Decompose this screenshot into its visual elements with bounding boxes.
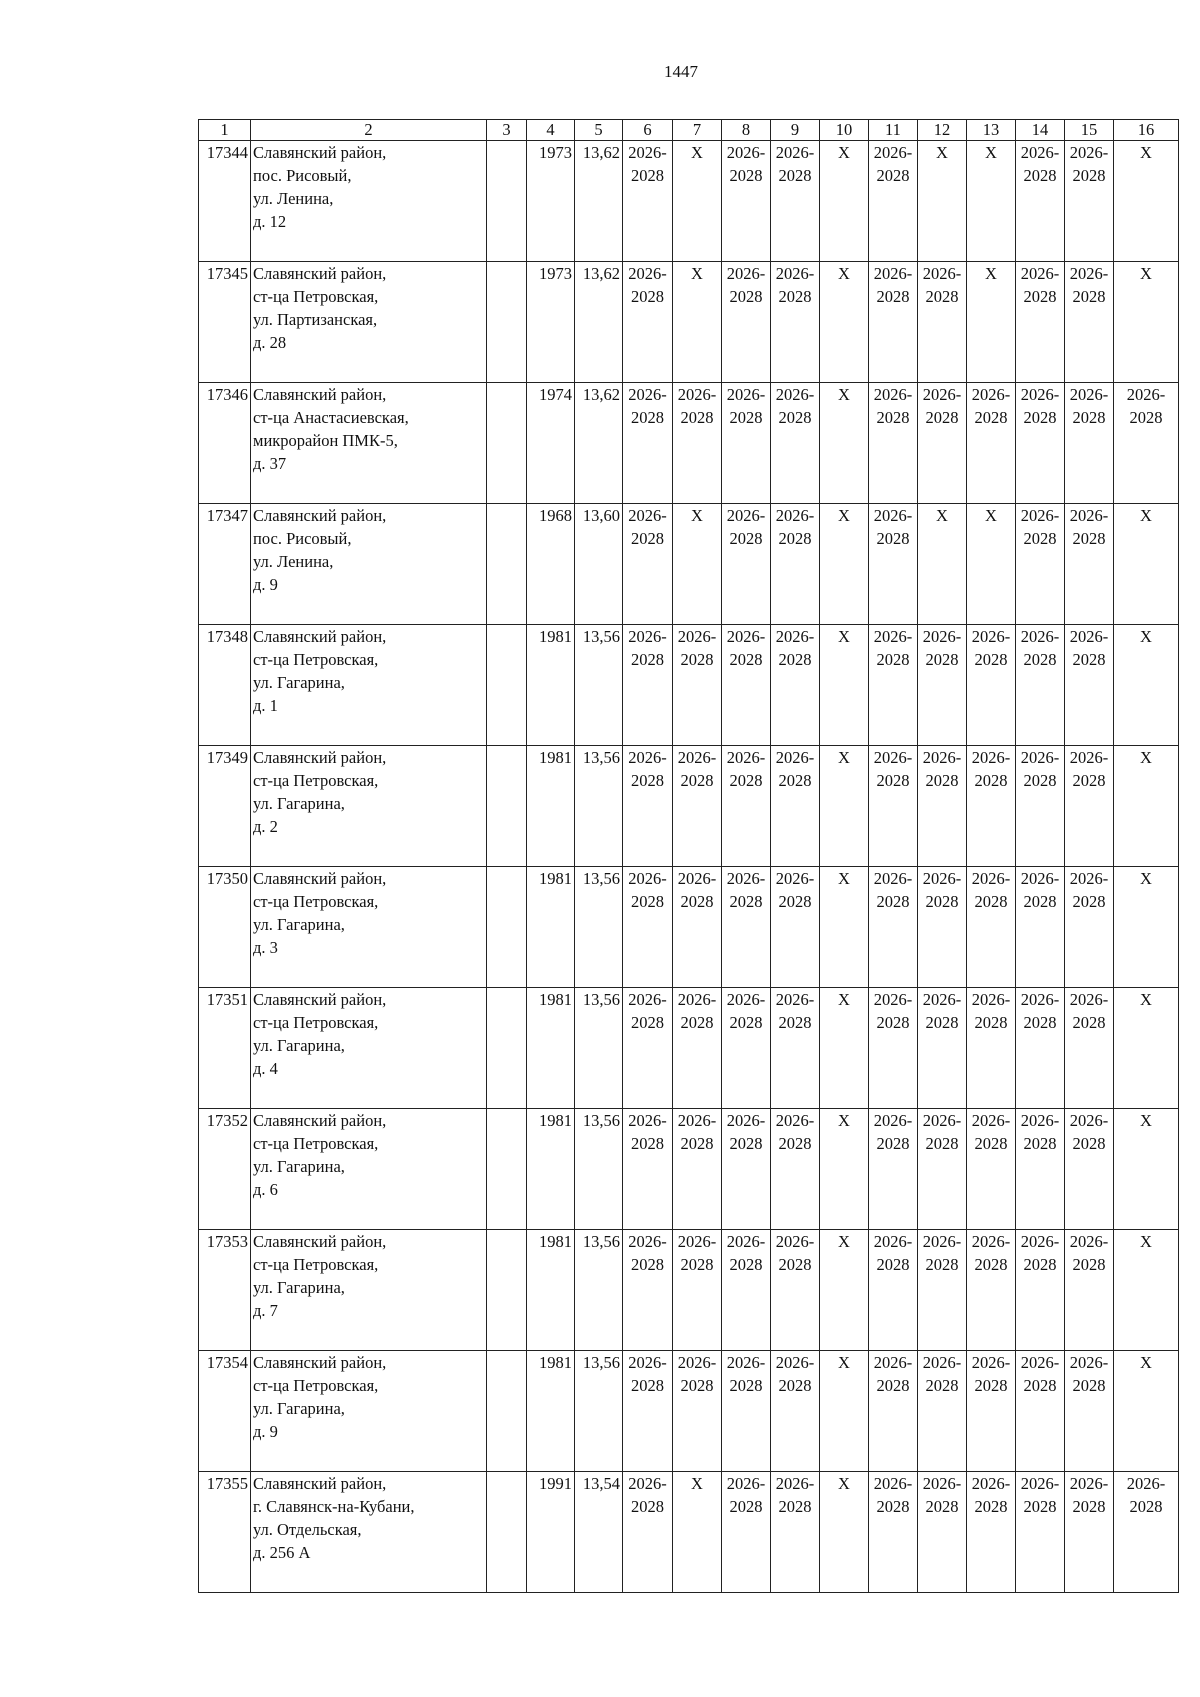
year-built-cell: 1981 bbox=[527, 625, 575, 746]
column-9-cell: 2026- 2028 bbox=[771, 262, 820, 383]
column-3-cell bbox=[487, 746, 527, 867]
column-13-cell: X bbox=[967, 504, 1016, 625]
record-number: 17344 bbox=[199, 141, 251, 262]
address-cell: Славянский район, ст-ца Петровская, ул. Гагарина, д. 6 bbox=[251, 1109, 487, 1230]
column-14-cell: 2026- 2028 bbox=[1016, 867, 1065, 988]
area-cell: 13,62 bbox=[575, 383, 623, 504]
column-11-cell: 2026- 2028 bbox=[869, 746, 918, 867]
column-11-cell: 2026- 2028 bbox=[869, 383, 918, 504]
column-7-cell: 2026- 2028 bbox=[673, 867, 722, 988]
column-16-cell: X bbox=[1114, 988, 1179, 1109]
column-12-cell: 2026- 2028 bbox=[918, 867, 967, 988]
table-row bbox=[199, 383, 1179, 504]
area-cell: 13,56 bbox=[575, 1230, 623, 1351]
column-6-cell: 2026- 2028 bbox=[623, 988, 673, 1109]
column-11-cell: 2026- 2028 bbox=[869, 504, 918, 625]
area-cell: 13,56 bbox=[575, 867, 623, 988]
year-built-cell: 1981 bbox=[527, 1230, 575, 1351]
column-14-cell: 2026- 2028 bbox=[1016, 625, 1065, 746]
column-8-cell: 2026- 2028 bbox=[722, 262, 771, 383]
table-row bbox=[199, 1109, 1179, 1230]
column-15-cell: 2026- 2028 bbox=[1065, 867, 1114, 988]
column-13-cell: 2026- 2028 bbox=[967, 625, 1016, 746]
column-14-cell: 2026- 2028 bbox=[1016, 141, 1065, 262]
column-10-cell: X bbox=[820, 504, 869, 625]
column-14-cell: 2026- 2028 bbox=[1016, 746, 1065, 867]
column-16-cell: X bbox=[1114, 1109, 1179, 1230]
column-13-cell: 2026- 2028 bbox=[967, 746, 1016, 867]
column-15-cell: 2026- 2028 bbox=[1065, 1109, 1114, 1230]
column-15-cell: 2026- 2028 bbox=[1065, 504, 1114, 625]
column-6-cell: 2026- 2028 bbox=[623, 1109, 673, 1230]
column-16-cell: 2026- 2028 bbox=[1114, 383, 1179, 504]
record-number: 17348 bbox=[199, 625, 251, 746]
column-3-cell bbox=[487, 141, 527, 262]
column-11-cell: 2026- 2028 bbox=[869, 1230, 918, 1351]
column-header: 15 bbox=[1065, 120, 1114, 141]
table-row bbox=[199, 746, 1179, 867]
column-3-cell bbox=[487, 1109, 527, 1230]
column-12-cell: X bbox=[918, 141, 967, 262]
column-16-cell: X bbox=[1114, 625, 1179, 746]
address-cell: Славянский район, пос. Рисовый, ул. Ленина, д. 12 bbox=[251, 141, 487, 262]
column-header: 2 bbox=[251, 120, 487, 141]
year-built-cell: 1974 bbox=[527, 383, 575, 504]
column-6-cell: 2026- 2028 bbox=[623, 625, 673, 746]
column-8-cell: 2026- 2028 bbox=[722, 1472, 771, 1593]
column-6-cell: 2026- 2028 bbox=[623, 262, 673, 383]
column-6-cell: 2026- 2028 bbox=[623, 383, 673, 504]
table-row bbox=[199, 625, 1179, 746]
column-11-cell: 2026- 2028 bbox=[869, 1351, 918, 1472]
column-16-cell: X bbox=[1114, 746, 1179, 867]
address-cell: Славянский район, ст-ца Петровская, ул. Гагарина, д. 1 bbox=[251, 625, 487, 746]
column-12-cell: 2026- 2028 bbox=[918, 625, 967, 746]
column-13-cell: 2026- 2028 bbox=[967, 988, 1016, 1109]
area-cell: 13,54 bbox=[575, 1472, 623, 1593]
column-8-cell: 2026- 2028 bbox=[722, 625, 771, 746]
table-row bbox=[199, 262, 1179, 383]
column-header: 13 bbox=[967, 120, 1016, 141]
column-header: 5 bbox=[575, 120, 623, 141]
column-10-cell: X bbox=[820, 1109, 869, 1230]
column-16-cell: 2026- 2028 bbox=[1114, 1472, 1179, 1593]
year-built-cell: 1973 bbox=[527, 262, 575, 383]
column-9-cell: 2026- 2028 bbox=[771, 1109, 820, 1230]
column-13-cell: X bbox=[967, 141, 1016, 262]
column-7-cell: 2026- 2028 bbox=[673, 746, 722, 867]
address-cell: Славянский район, пос. Рисовый, ул. Ленина, д. 9 bbox=[251, 504, 487, 625]
column-9-cell: 2026- 2028 bbox=[771, 141, 820, 262]
column-14-cell: 2026- 2028 bbox=[1016, 383, 1065, 504]
column-15-cell: 2026- 2028 bbox=[1065, 141, 1114, 262]
column-9-cell: 2026- 2028 bbox=[771, 1351, 820, 1472]
column-6-cell: 2026- 2028 bbox=[623, 504, 673, 625]
column-8-cell: 2026- 2028 bbox=[722, 504, 771, 625]
column-15-cell: 2026- 2028 bbox=[1065, 746, 1114, 867]
record-number: 17346 bbox=[199, 383, 251, 504]
column-header: 8 bbox=[722, 120, 771, 141]
column-3-cell bbox=[487, 625, 527, 746]
column-7-cell: X bbox=[673, 1472, 722, 1593]
table-row bbox=[199, 1230, 1179, 1351]
column-10-cell: X bbox=[820, 625, 869, 746]
column-13-cell: 2026- 2028 bbox=[967, 383, 1016, 504]
column-16-cell: X bbox=[1114, 262, 1179, 383]
column-13-cell: X bbox=[967, 262, 1016, 383]
column-3-cell bbox=[487, 262, 527, 383]
column-11-cell: 2026- 2028 bbox=[869, 262, 918, 383]
column-10-cell: X bbox=[820, 141, 869, 262]
column-10-cell: X bbox=[820, 988, 869, 1109]
column-8-cell: 2026- 2028 bbox=[722, 988, 771, 1109]
column-12-cell: X bbox=[918, 504, 967, 625]
column-13-cell: 2026- 2028 bbox=[967, 1351, 1016, 1472]
column-14-cell: 2026- 2028 bbox=[1016, 262, 1065, 383]
column-3-cell bbox=[487, 504, 527, 625]
area-cell: 13,62 bbox=[575, 262, 623, 383]
column-9-cell: 2026- 2028 bbox=[771, 504, 820, 625]
column-15-cell: 2026- 2028 bbox=[1065, 1351, 1114, 1472]
column-8-cell: 2026- 2028 bbox=[722, 1230, 771, 1351]
column-header: 14 bbox=[1016, 120, 1065, 141]
column-7-cell: 2026- 2028 bbox=[673, 1109, 722, 1230]
column-15-cell: 2026- 2028 bbox=[1065, 262, 1114, 383]
column-12-cell: 2026- 2028 bbox=[918, 1472, 967, 1593]
column-15-cell: 2026- 2028 bbox=[1065, 625, 1114, 746]
column-10-cell: X bbox=[820, 383, 869, 504]
column-7-cell: 2026- 2028 bbox=[673, 1351, 722, 1472]
column-11-cell: 2026- 2028 bbox=[869, 867, 918, 988]
column-header: 9 bbox=[771, 120, 820, 141]
record-number: 17347 bbox=[199, 504, 251, 625]
column-6-cell: 2026- 2028 bbox=[623, 1472, 673, 1593]
record-number: 17354 bbox=[199, 1351, 251, 1472]
column-10-cell: X bbox=[820, 1230, 869, 1351]
column-6-cell: 2026- 2028 bbox=[623, 1230, 673, 1351]
column-3-cell bbox=[487, 383, 527, 504]
column-12-cell: 2026- 2028 bbox=[918, 746, 967, 867]
column-6-cell: 2026- 2028 bbox=[623, 141, 673, 262]
record-number: 17350 bbox=[199, 867, 251, 988]
column-14-cell: 2026- 2028 bbox=[1016, 988, 1065, 1109]
column-11-cell: 2026- 2028 bbox=[869, 141, 918, 262]
column-8-cell: 2026- 2028 bbox=[722, 1109, 771, 1230]
column-9-cell: 2026- 2028 bbox=[771, 988, 820, 1109]
column-header: 10 bbox=[820, 120, 869, 141]
column-header: 3 bbox=[487, 120, 527, 141]
column-13-cell: 2026- 2028 bbox=[967, 1472, 1016, 1593]
column-14-cell: 2026- 2028 bbox=[1016, 1351, 1065, 1472]
column-6-cell: 2026- 2028 bbox=[623, 867, 673, 988]
column-13-cell: 2026- 2028 bbox=[967, 1109, 1016, 1230]
column-9-cell: 2026- 2028 bbox=[771, 625, 820, 746]
column-number-header-row bbox=[199, 120, 1179, 141]
column-header: 12 bbox=[918, 120, 967, 141]
column-7-cell: X bbox=[673, 141, 722, 262]
column-16-cell: X bbox=[1114, 141, 1179, 262]
column-14-cell: 2026- 2028 bbox=[1016, 1230, 1065, 1351]
column-11-cell: 2026- 2028 bbox=[869, 988, 918, 1109]
column-15-cell: 2026- 2028 bbox=[1065, 383, 1114, 504]
column-12-cell: 2026- 2028 bbox=[918, 1230, 967, 1351]
column-9-cell: 2026- 2028 bbox=[771, 383, 820, 504]
record-number: 17351 bbox=[199, 988, 251, 1109]
column-11-cell: 2026- 2028 bbox=[869, 1109, 918, 1230]
column-13-cell: 2026- 2028 bbox=[967, 1230, 1016, 1351]
column-10-cell: X bbox=[820, 867, 869, 988]
table-row bbox=[199, 867, 1179, 988]
page-number: 1447 bbox=[664, 62, 698, 81]
table-row bbox=[199, 988, 1179, 1109]
column-16-cell: X bbox=[1114, 504, 1179, 625]
table-row bbox=[199, 141, 1179, 262]
year-built-cell: 1981 bbox=[527, 1109, 575, 1230]
record-number: 17353 bbox=[199, 1230, 251, 1351]
address-cell: Славянский район, ст-ца Петровская, ул. Гагарина, д. 9 bbox=[251, 1351, 487, 1472]
column-10-cell: X bbox=[820, 1472, 869, 1593]
column-10-cell: X bbox=[820, 1351, 869, 1472]
column-14-cell: 2026- 2028 bbox=[1016, 1109, 1065, 1230]
area-cell: 13,56 bbox=[575, 1109, 623, 1230]
column-12-cell: 2026- 2028 bbox=[918, 262, 967, 383]
column-8-cell: 2026- 2028 bbox=[722, 746, 771, 867]
column-16-cell: X bbox=[1114, 867, 1179, 988]
column-header: 6 bbox=[623, 120, 673, 141]
address-cell: Славянский район, ст-ца Петровская, ул. Гагарина, д. 4 bbox=[251, 988, 487, 1109]
column-3-cell bbox=[487, 988, 527, 1109]
column-13-cell: 2026- 2028 bbox=[967, 867, 1016, 988]
year-built-cell: 1981 bbox=[527, 867, 575, 988]
column-7-cell: 2026- 2028 bbox=[673, 625, 722, 746]
column-3-cell bbox=[487, 1351, 527, 1472]
area-cell: 13,62 bbox=[575, 141, 623, 262]
column-header: 11 bbox=[869, 120, 918, 141]
column-8-cell: 2026- 2028 bbox=[722, 141, 771, 262]
year-built-cell: 1973 bbox=[527, 141, 575, 262]
column-header: 16 bbox=[1114, 120, 1179, 141]
housing-register-table bbox=[198, 119, 1179, 1593]
column-3-cell bbox=[487, 1472, 527, 1593]
column-7-cell: X bbox=[673, 504, 722, 625]
column-11-cell: 2026- 2028 bbox=[869, 625, 918, 746]
year-built-cell: 1981 bbox=[527, 988, 575, 1109]
column-11-cell: 2026- 2028 bbox=[869, 1472, 918, 1593]
column-7-cell: 2026- 2028 bbox=[673, 988, 722, 1109]
year-built-cell: 1981 bbox=[527, 1351, 575, 1472]
year-built-cell: 1981 bbox=[527, 746, 575, 867]
column-3-cell bbox=[487, 867, 527, 988]
column-9-cell: 2026- 2028 bbox=[771, 1230, 820, 1351]
record-number: 17349 bbox=[199, 746, 251, 867]
address-cell: Славянский район, г. Славянск-на-Кубани, ул. Отдельская, д. 256 А bbox=[251, 1472, 487, 1593]
record-number: 17355 bbox=[199, 1472, 251, 1593]
area-cell: 13,56 bbox=[575, 625, 623, 746]
column-7-cell: X bbox=[673, 262, 722, 383]
record-number: 17352 bbox=[199, 1109, 251, 1230]
column-12-cell: 2026- 2028 bbox=[918, 1351, 967, 1472]
column-6-cell: 2026- 2028 bbox=[623, 1351, 673, 1472]
column-header: 4 bbox=[527, 120, 575, 141]
address-cell: Славянский район, ст-ца Петровская, ул. Гагарина, д. 3 bbox=[251, 867, 487, 988]
column-15-cell: 2026- 2028 bbox=[1065, 1230, 1114, 1351]
column-15-cell: 2026- 2028 bbox=[1065, 988, 1114, 1109]
column-8-cell: 2026- 2028 bbox=[722, 867, 771, 988]
year-built-cell: 1968 bbox=[527, 504, 575, 625]
address-cell: Славянский район, ст-ца Петровская, ул. Партизанская, д. 28 bbox=[251, 262, 487, 383]
column-7-cell: 2026- 2028 bbox=[673, 1230, 722, 1351]
column-3-cell bbox=[487, 1230, 527, 1351]
column-9-cell: 2026- 2028 bbox=[771, 867, 820, 988]
column-header: 1 bbox=[199, 120, 251, 141]
area-cell: 13,56 bbox=[575, 1351, 623, 1472]
column-9-cell: 2026- 2028 bbox=[771, 1472, 820, 1593]
column-16-cell: X bbox=[1114, 1230, 1179, 1351]
area-cell: 13,56 bbox=[575, 746, 623, 867]
column-12-cell: 2026- 2028 bbox=[918, 1109, 967, 1230]
column-8-cell: 2026- 2028 bbox=[722, 383, 771, 504]
column-16-cell: X bbox=[1114, 1351, 1179, 1472]
column-14-cell: 2026- 2028 bbox=[1016, 504, 1065, 625]
column-7-cell: 2026- 2028 bbox=[673, 383, 722, 504]
address-cell: Славянский район, ст-ца Анастасиевская, микрорайон ПМК-5, д. 37 bbox=[251, 383, 487, 504]
column-12-cell: 2026- 2028 bbox=[918, 383, 967, 504]
address-cell: Славянский район, ст-ца Петровская, ул. Гагарина, д. 2 bbox=[251, 746, 487, 867]
column-12-cell: 2026- 2028 bbox=[918, 988, 967, 1109]
area-cell: 13,56 bbox=[575, 988, 623, 1109]
table-row bbox=[199, 1351, 1179, 1472]
column-15-cell: 2026- 2028 bbox=[1065, 1472, 1114, 1593]
column-10-cell: X bbox=[820, 262, 869, 383]
record-number: 17345 bbox=[199, 262, 251, 383]
column-header: 7 bbox=[673, 120, 722, 141]
address-cell: Славянский район, ст-ца Петровская, ул. Гагарина, д. 7 bbox=[251, 1230, 487, 1351]
table-row bbox=[199, 504, 1179, 625]
column-6-cell: 2026- 2028 bbox=[623, 746, 673, 867]
column-14-cell: 2026- 2028 bbox=[1016, 1472, 1065, 1593]
area-cell: 13,60 bbox=[575, 504, 623, 625]
column-10-cell: X bbox=[820, 746, 869, 867]
year-built-cell: 1991 bbox=[527, 1472, 575, 1593]
column-8-cell: 2026- 2028 bbox=[722, 1351, 771, 1472]
table-row bbox=[199, 1472, 1179, 1593]
column-9-cell: 2026- 2028 bbox=[771, 746, 820, 867]
